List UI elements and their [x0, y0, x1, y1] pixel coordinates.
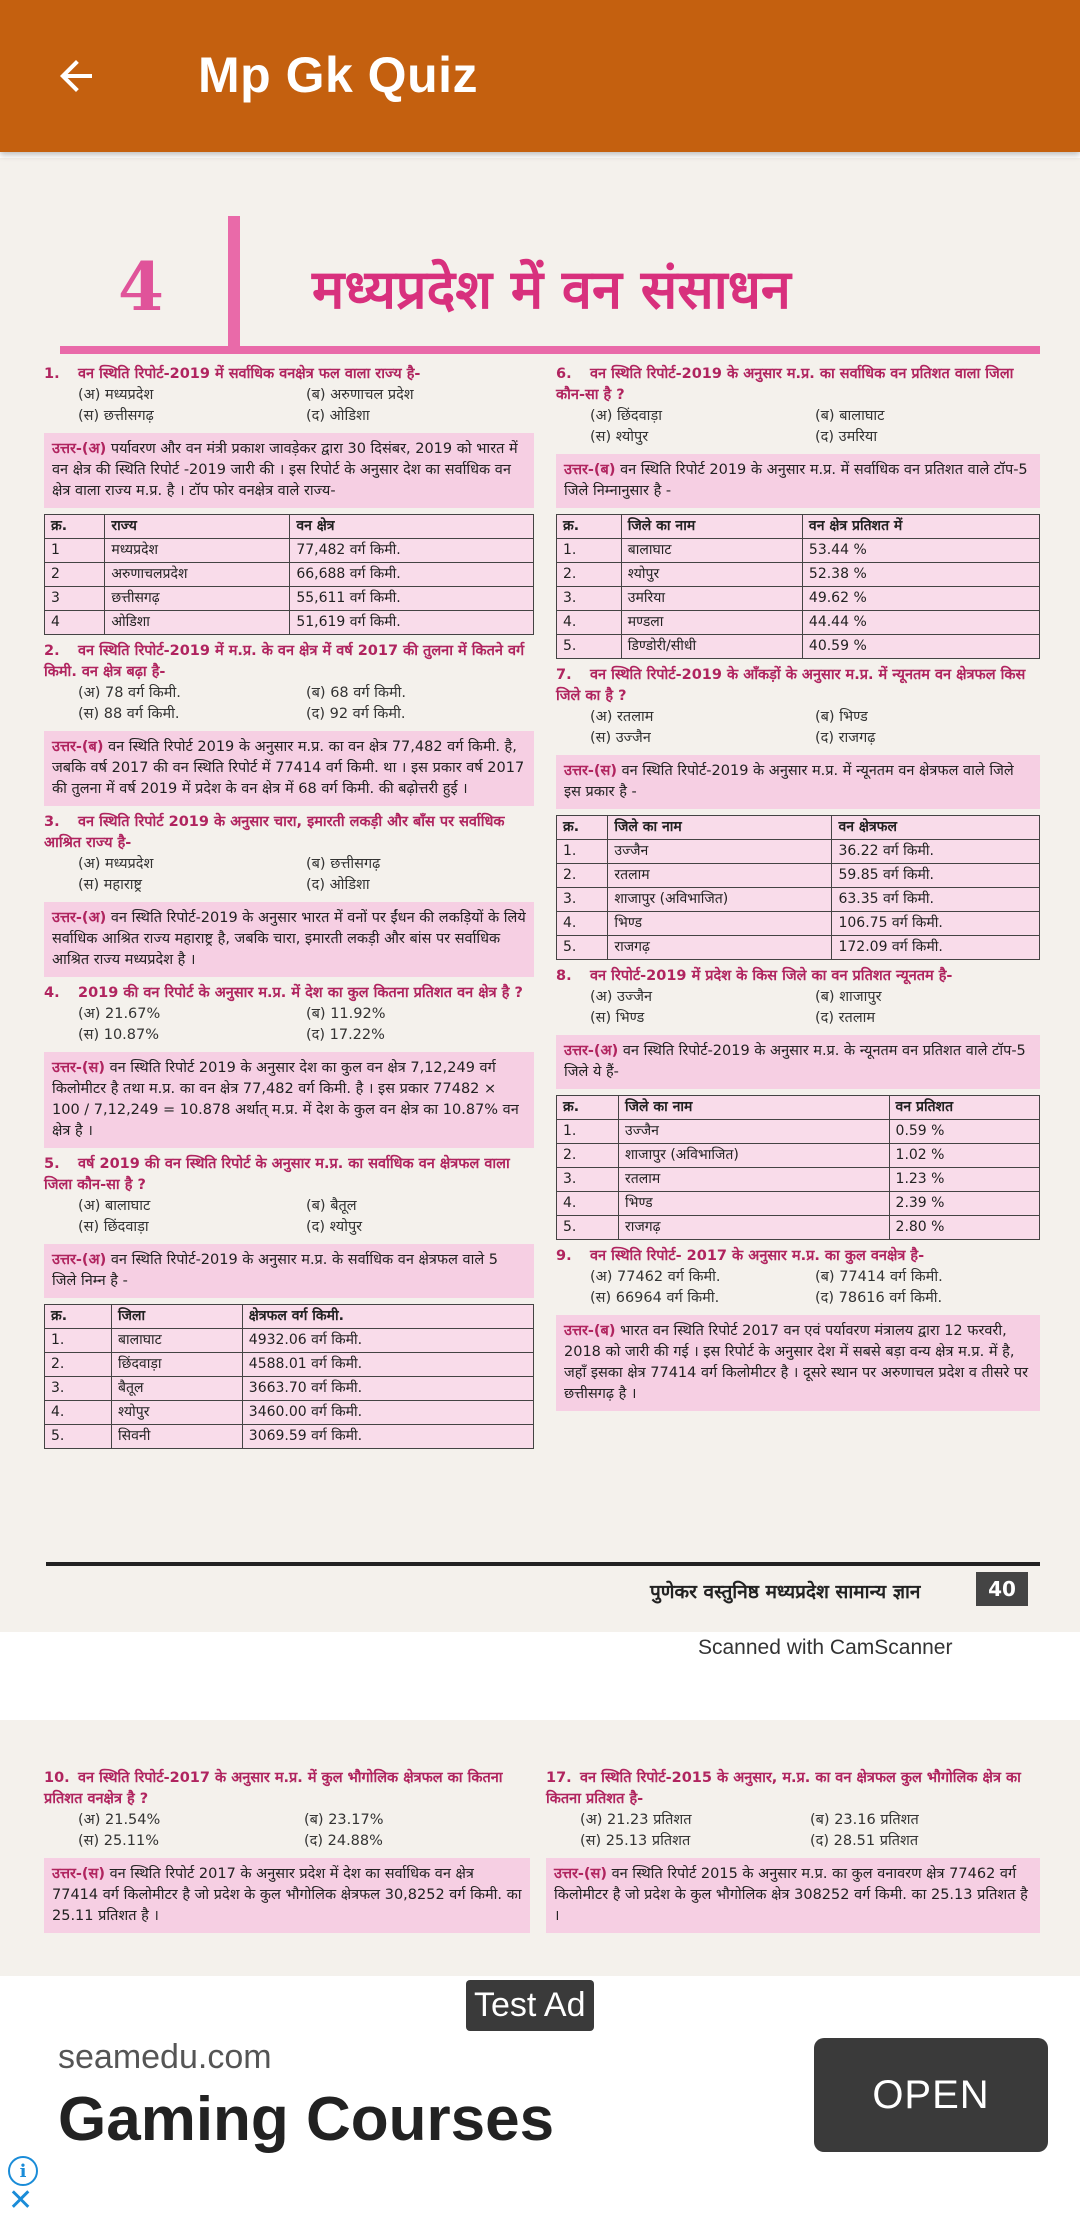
close-icon[interactable]: ✕: [8, 2183, 34, 2218]
options: (अ) मध्यप्रदेश (ब) छत्तीसगढ़ (स) महाराष्ट्र (द) ओडिशा: [78, 856, 381, 893]
question: 17. वन स्थिति रिपोर्ट-2015 के अनुसार, म.प्र. का वन क्षेत्रफल कुल भौगोलिक क्षेत्र का कितना प्रतिशत है-: [546, 1770, 1021, 1807]
left-column: [44, 358, 534, 1455]
options: (अ) छिंदवाड़ा (ब) बालाघाट (स) श्योपुर (द) उमरिया: [590, 408, 885, 445]
app-title: Mp Gk Quiz: [198, 47, 478, 103]
options: (अ) 21.67% (ब) 11.92% (स) 10.87% (द) 17.22%: [78, 1006, 386, 1043]
table-row: 3. बैतूल 3663.70 वर्ग किमी.: [45, 1377, 534, 1401]
info-icon[interactable]: i: [8, 2156, 38, 2186]
table-row: 5. सिवनी 3069.59 वर्ग किमी.: [45, 1425, 534, 1449]
data-table: क्र. जिले का नाम वन क्षेत्र प्रतिशत में 1. बालाघाट 53.44 % 2. श्योपुर 52.38 % 3. उमरिया 49.62 % 4. मण्डला 44.44 % 5. डिण्डोरी/सीधी 40.59 %: [556, 514, 1040, 659]
answer: उत्तर-(अ) वन स्थिति रिपोर्ट-2019 के अनुसार म.प्र. के सर्वाधिक वन क्षेत्रफल वाले 5 जिले निम्न है -: [44, 1244, 534, 1298]
ad-headline[interactable]: Gaming Courses: [58, 2085, 555, 2154]
book-title: पुणेकर वस्तुनिष्ठ मध्यप्रदेश सामान्य ज्ञान: [650, 1581, 921, 1603]
table-row: 1. उज्जैन 0.59 %: [557, 1120, 1040, 1144]
table-row: 4. श्योपुर 3460.00 वर्ग किमी.: [45, 1401, 534, 1425]
answer: उत्तर-(ब) वन स्थिति रिपोर्ट 2019 के अनुसार म.प्र. का वन क्षेत्र 77,482 वर्ग किमी. है, जबकि वर्ष 2017 की वन स्थिति रिपोर्ट में 77414 वर्ग किमी. था । इस प्रकार वर्ष 2017 की तुलना में वर्ष 2019 में प्रदेश के वन क्षेत्र में 68 वर्ग किमी. की बढ़ोत्तरी हुई ।: [44, 731, 534, 806]
right-column: [556, 358, 1040, 1417]
table-row: 1. बालाघाट 4932.06 वर्ग किमी.: [45, 1329, 534, 1353]
table-row: 4 ओडिशा 51,619 वर्ग किमी.: [45, 611, 534, 635]
table-row: 4. भिण्ड 106.75 वर्ग किमी.: [557, 912, 1040, 936]
table-row: 4. भिण्ड 2.39 %: [557, 1192, 1040, 1216]
question: 10. वन स्थिति रिपोर्ट-2017 के अनुसार म.प्र. में कुल भौगोलिक क्षेत्रफल का कितना प्रतिशत वनक्षेत्र है ?: [44, 1770, 503, 1807]
table-row: 3. रतलाम 1.23 %: [557, 1168, 1040, 1192]
table-row: 2 अरुणाचलप्रदेश 66,688 वर्ग किमी.: [45, 563, 534, 587]
question: 9. वन स्थिति रिपोर्ट- 2017 के अनुसार म.प्र. का कुल वनक्षेत्र है-: [556, 1248, 925, 1264]
question: 3. वन स्थिति रिपोर्ट 2019 के अनुसार चारा, इमारती लकड़ी और बाँस पर सर्वाधिक आश्रित राज्य है-: [44, 814, 505, 851]
ad-banner[interactable]: [0, 1976, 1080, 2220]
table-row: 2. श्योपुर 52.38 %: [557, 563, 1040, 587]
data-table: क्र. जिला क्षेत्रफल वर्ग किमी. 1. बालाघाट 4932.06 वर्ग किमी. 2. छिंदवाड़ा 4588.01 वर्ग किमी. 3. बैतूल 3663.70 वर्ग किमी. 4. श्योपुर 3460.00 वर्ग किमी. 5. सिवनी 3069.59 वर्ग किमी.: [44, 1304, 534, 1449]
table-row: 3. शाजापुर (अविभाजित) 63.35 वर्ग किमी.: [557, 888, 1040, 912]
table-row: 2. रतलाम 59.85 वर्ग किमी.: [557, 864, 1040, 888]
answer: उत्तर-(अ) वन स्थिति रिपोर्ट-2019 के अनुसार भारत में वनों पर ईंधन की लकड़ियों के लिये सर्वाधिक आश्रित राज्य महाराष्ट्र है, जबकि चारा, इमारती लकड़ी और बांस पर सर्वाधिक आश्रित राज्य मध्यप्रदेश है ।: [44, 902, 534, 977]
table-row: 1. उज्जैन 36.22 वर्ग किमी.: [557, 840, 1040, 864]
question: 1. वन स्थिति रिपोर्ट-2019 में सर्वाधिक वनक्षेत्र फल वाला राज्य है-: [44, 366, 421, 382]
table-row: 5. डिण्डोरी/सीधी 40.59 %: [557, 635, 1040, 659]
answer: उत्तर-(स) वन स्थिति रिपोर्ट-2019 के अनुसार म.प्र. में न्यूनतम वन क्षेत्रफल वाले जिले इस प्रकार है -: [556, 755, 1040, 809]
answer: उत्तर-(स) वन स्थिति रिपोर्ट 2015 के अनुसार म.प्र. का कुल वनावरण क्षेत्र 77462 वर्ग किलोमीटर है जो प्रदेश के कुल भौगोलिक क्षेत्र 308252 वर्ग किमी. का 25.13 प्रतिशत है ।: [546, 1858, 1040, 1933]
options: (अ) 21.23 प्रतिशत (ब) 23.16 प्रतिशत (स) 25.13 प्रतिशत (द) 28.51 प्रतिशत: [580, 1812, 919, 1849]
options: (अ) रतलाम (ब) भिण्ड (स) उज्जैन (द) राजगढ़: [590, 709, 876, 746]
ad-domain: seamedu.com: [58, 2038, 272, 2076]
table-row: 1. बालाघाट 53.44 %: [557, 539, 1040, 563]
scanned-page-image: [0, 158, 1080, 1632]
question: 5. वर्ष 2019 की वन स्थिति रिपोर्ट के अनुसार म.प्र. का सर्वाधिक वन क्षेत्रफल वाला जिला कौन-सा है ?: [44, 1156, 510, 1193]
question: 6. वन स्थिति रिपोर्ट-2019 के अनुसार म.प्र. का सर्वाधिक वन प्रतिशत वाला जिला कौन-सा है ?: [556, 366, 1014, 403]
table-row: 3. उमरिया 49.62 %: [557, 587, 1040, 611]
test-ad-badge: Test Ad: [466, 1980, 594, 2031]
options: (अ) मध्यप्रदेश (ब) अरुणाचल प्रदेश (स) छत्तीसगढ़ (द) ओडिशा: [78, 387, 414, 424]
table-row: 2. शाजापुर (अविभाजित) 1.02 %: [557, 1144, 1040, 1168]
chapter-rule: [60, 346, 1040, 354]
chapter-number: 4: [118, 248, 164, 326]
table-row: 4. मण्डला 44.44 %: [557, 611, 1040, 635]
options: (अ) उज्जैन (ब) शाजापुर (स) भिण्ड (द) रतलाम: [590, 989, 882, 1026]
page-number: 40: [976, 1572, 1028, 1606]
question: 4. 2019 की वन रिपोर्ट के अनुसार म.प्र. में देश का कुल कितना प्रतिशत वन क्षेत्र है ?: [44, 985, 523, 1001]
answer: उत्तर-(स) वन स्थिति रिपोर्ट 2019 के अनुसार देश का कुल वन क्षेत्र 7,12,249 वर्ग किलोमीटर है तथा म.प्र. का वन क्षेत्र 77,482 वर्ग किमी. है । इस प्रकार 77482 × 100 / 7,12,249 = 10.878 अर्थात् म.प्र. में देश के कुल वन क्षेत्र का 10.87% वन क्षेत्र है ।: [44, 1052, 534, 1148]
chapter-title: मध्यप्रदेश में वन संसाधन: [312, 257, 791, 321]
table-row: 1 मध्यप्रदेश 77,482 वर्ग किमी.: [45, 539, 534, 563]
options: (अ) बालाघाट (ब) बैतूल (स) छिंदवाड़ा (द) श्योपुर: [78, 1198, 363, 1235]
data-table: क्र. जिले का नाम वन क्षेत्रफल 1. उज्जैन 36.22 वर्ग किमी. 2. रतलाम 59.85 वर्ग किमी. 3. शाजापुर (अविभाजित) 63.35 वर्ग किमी. 4. भिण्ड 106.75 वर्ग किमी. 5. राजगढ़ 172.09 वर्ग किमी.: [556, 815, 1040, 960]
scanned-page-image-2: [0, 1720, 1080, 1976]
options: (अ) 78 वर्ग किमी. (ब) 68 वर्ग किमी. (स) 88 वर्ग किमी. (द) 92 वर्ग किमी.: [78, 685, 407, 722]
footer-rule: [46, 1562, 1040, 1566]
chapter-divider: [228, 216, 240, 346]
table-row: 5. राजगढ़ 2.80 %: [557, 1216, 1040, 1240]
answer: उत्तर-(स) वन स्थिति रिपोर्ट 2017 के अनुसार प्रदेश में देश का सर्वाधिक वन क्षेत्र 77414 वर्ग किलोमीटर है जो प्रदेश के कुल भौगोलिक क्षेत्रफल 30,8252 वर्ग किमी. का 25.11 प्रतिशत है ।: [44, 1858, 530, 1933]
table-row: 2. छिंदवाड़ा 4588.01 वर्ग किमी.: [45, 1353, 534, 1377]
answer: उत्तर-(ब) वन स्थिति रिपोर्ट 2019 के अनुसार म.प्र. में सर्वाधिक वन प्रतिशत वाले टॉप-5 जिले निम्नानुसार है -: [556, 454, 1040, 508]
answer: उत्तर-(अ) पर्यावरण और वन मंत्री प्रकाश जावड़ेकर द्वारा 30 दिसंबर, 2019 को भारत में वन क्षेत्र की स्थिति रिपोर्ट -2019 जारी की । इस रिपोर्ट के अनुसार देश का सर्वाधिक वन क्षेत्र वाला राज्य म.प्र. है । टॉप फोर वनक्षेत्र वाले राज्य-: [44, 433, 534, 508]
answer: उत्तर-(अ) वन स्थिति रिपोर्ट-2019 के अनुसार म.प्र. के न्यूनतम वन प्रतिशत वाले टॉप-5 जिले ये हैं-: [556, 1035, 1040, 1089]
table-row: 5. राजगढ़ 172.09 वर्ग किमी.: [557, 936, 1040, 960]
data-table: क्र. राज्य वन क्षेत्र 1 मध्यप्रदेश 77,482 वर्ग किमी. 2 अरुणाचलप्रदेश 66,688 वर्ग किमी. 3 छत्तीसगढ़ 55,611 वर्ग किमी. 4 ओडिशा 51,619 वर्ग किमी.: [44, 514, 534, 635]
options: (अ) 21.54% (ब) 23.17% (स) 25.11% (द) 24.88%: [78, 1812, 384, 1849]
back-button[interactable]: [40, 40, 112, 112]
camscanner-watermark: Scanned with CamScanner: [698, 1636, 953, 1659]
question: 8. वन रिपोर्ट-2019 में प्रदेश के किस जिले का वन प्रतिशत न्यूनतम है-: [556, 968, 953, 984]
options: (अ) 77462 वर्ग किमी. (ब) 77414 वर्ग किमी. (स) 66964 वर्ग किमी. (द) 78616 वर्ग किमी.: [590, 1269, 943, 1306]
arrow-back-icon: [52, 52, 100, 100]
open-button[interactable]: OPEN: [814, 2038, 1048, 2152]
answer: उत्तर-(ब) भारत वन स्थिति रिपोर्ट 2017 वन एवं पर्यावरण मंत्रालय द्वारा 12 फरवरी, 2018 को जारी की गई । इस रिपोर्ट के अनुसार देश में सबसे बड़ा वन्य क्षेत्र म.प्र. में है, जहाँ इसका क्षेत्र 77414 वर्ग किलोमीटर है । दूसरे स्थान पर अरुणाचल प्रदेश व तीसरे पर छत्तीसगढ़ है ।: [556, 1315, 1040, 1411]
left-column: [44, 1762, 530, 1939]
app-bar: [0, 0, 1080, 152]
table-row: 3 छत्तीसगढ़ 55,611 वर्ग किमी.: [45, 587, 534, 611]
data-table: क्र. जिले का नाम वन प्रतिशत 1. उज्जैन 0.59 % 2. शाजापुर (अविभाजित) 1.02 % 3. रतलाम 1.23 % 4. भिण्ड 2.39 % 5. राजगढ़ 2.80 %: [556, 1095, 1040, 1240]
question: 2. वन स्थिति रिपोर्ट-2019 में म.प्र. के वन क्षेत्र में वर्ष 2017 की तुलना में कितने वर्ग किमी. वन क्षेत्र बढ़ा है-: [44, 643, 525, 680]
right-column: [546, 1762, 1040, 1939]
question: 7. वन स्थिति रिपोर्ट-2019 के आँकड़ों के अनुसार म.प्र. में न्यूनतम वन क्षेत्रफल किस जिले का है ?: [556, 667, 1026, 704]
